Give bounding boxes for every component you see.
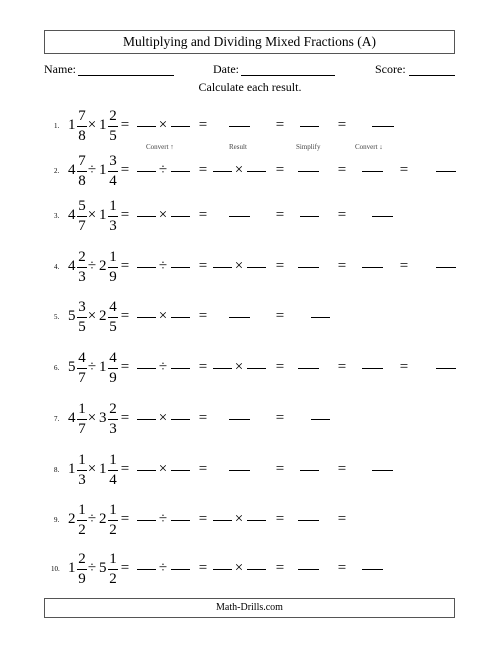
b-whole: 1 bbox=[99, 162, 107, 178]
operator-sign: × bbox=[158, 117, 168, 133]
a-denominator: 8 bbox=[78, 173, 86, 189]
b-denominator: 2 bbox=[109, 571, 117, 587]
problem-number: 6. bbox=[54, 364, 60, 372]
b-whole: 2 bbox=[99, 511, 107, 527]
equals-sign: = bbox=[198, 162, 208, 178]
a-denominator: 8 bbox=[78, 128, 86, 144]
equals-sign: = bbox=[275, 207, 285, 223]
answer-blank[interactable] bbox=[300, 470, 319, 471]
equals-sign: = bbox=[275, 258, 285, 274]
a-numerator: 7 bbox=[78, 108, 86, 124]
a-whole: 4 bbox=[68, 207, 76, 223]
equals-sign: = bbox=[198, 359, 208, 375]
problem-number: 10. bbox=[51, 565, 60, 573]
b-numerator: 1 bbox=[109, 249, 117, 265]
b-fraction bbox=[108, 151, 118, 191]
equals-sign: = bbox=[337, 162, 347, 178]
equals-sign: = bbox=[120, 511, 130, 527]
b-fraction bbox=[108, 348, 118, 388]
b-denominator: 9 bbox=[109, 269, 117, 285]
answer-blank[interactable] bbox=[247, 368, 266, 369]
a-denominator: 7 bbox=[78, 421, 86, 437]
answer-blank[interactable] bbox=[229, 317, 250, 318]
equals-sign: = bbox=[337, 511, 347, 527]
operator-sign: × bbox=[158, 308, 168, 324]
equals-sign: = bbox=[198, 258, 208, 274]
b-fraction bbox=[108, 106, 118, 146]
problem-row bbox=[0, 399, 500, 439]
b-denominator: 4 bbox=[109, 173, 117, 189]
a-numerator: 4 bbox=[78, 350, 86, 366]
a-numerator: 1 bbox=[78, 502, 86, 518]
a-denominator: 7 bbox=[78, 218, 86, 234]
answer-blank[interactable] bbox=[298, 171, 319, 172]
problem-row bbox=[0, 348, 500, 388]
equals-sign: = bbox=[198, 560, 208, 576]
date-label: Date: bbox=[213, 62, 239, 76]
operator-sign: × bbox=[234, 511, 244, 527]
answer-blank[interactable] bbox=[298, 267, 319, 268]
hint-convert-up: Convert ↑ bbox=[146, 143, 174, 151]
equals-sign: = bbox=[337, 207, 347, 223]
answer-blank[interactable] bbox=[247, 520, 266, 521]
problem-number: 7. bbox=[54, 415, 60, 423]
answer-blank[interactable] bbox=[213, 368, 232, 369]
operator-sign: × bbox=[234, 359, 244, 375]
operator-sign: × bbox=[87, 308, 97, 324]
a-whole: 5 bbox=[68, 359, 76, 375]
answer-blank[interactable] bbox=[171, 419, 190, 420]
operator-sign: × bbox=[234, 258, 244, 274]
fraction-bar bbox=[108, 520, 118, 521]
fraction-bar bbox=[108, 419, 118, 420]
answer-blank[interactable] bbox=[213, 569, 232, 570]
answer-blank[interactable] bbox=[137, 267, 156, 268]
operator-sign: ÷ bbox=[87, 511, 97, 527]
problem-row bbox=[0, 196, 500, 236]
equals-sign: = bbox=[275, 308, 285, 324]
answer-blank[interactable] bbox=[137, 470, 156, 471]
answer-blank[interactable] bbox=[298, 569, 319, 570]
answer-blank[interactable] bbox=[300, 126, 319, 127]
equals-sign: = bbox=[399, 359, 409, 375]
operator-sign: ÷ bbox=[158, 162, 168, 178]
problem-row bbox=[0, 106, 500, 146]
b-fraction bbox=[108, 247, 118, 287]
answer-blank[interactable] bbox=[171, 470, 190, 471]
a-denominator: 7 bbox=[78, 370, 86, 386]
b-denominator: 3 bbox=[109, 421, 117, 437]
fraction-bar bbox=[108, 267, 118, 268]
answer-blank[interactable] bbox=[229, 126, 250, 127]
b-whole: 5 bbox=[99, 560, 107, 576]
answer-blank[interactable] bbox=[436, 267, 456, 268]
operator-sign: ÷ bbox=[158, 359, 168, 375]
operator-sign: ÷ bbox=[87, 162, 97, 178]
b-numerator: 1 bbox=[109, 502, 117, 518]
b-fraction bbox=[108, 297, 118, 337]
b-numerator: 3 bbox=[109, 153, 117, 169]
problem-number: 5. bbox=[54, 313, 60, 321]
answer-blank[interactable] bbox=[362, 267, 383, 268]
b-numerator: 4 bbox=[109, 299, 117, 315]
b-whole: 1 bbox=[99, 207, 107, 223]
b-numerator: 1 bbox=[109, 551, 117, 567]
equals-sign: = bbox=[198, 410, 208, 426]
b-whole: 1 bbox=[99, 461, 107, 477]
a-whole: 4 bbox=[68, 162, 76, 178]
score-label: Score: bbox=[375, 62, 406, 76]
answer-blank[interactable] bbox=[137, 368, 156, 369]
a-whole: 5 bbox=[68, 308, 76, 324]
a-whole: 4 bbox=[68, 410, 76, 426]
problem-row bbox=[0, 450, 500, 490]
equals-sign: = bbox=[337, 560, 347, 576]
hint-simplify: Simplify bbox=[296, 143, 321, 151]
a-whole: 4 bbox=[68, 258, 76, 274]
problem-row bbox=[0, 151, 500, 191]
equals-sign: = bbox=[337, 461, 347, 477]
answer-blank[interactable] bbox=[300, 216, 319, 217]
answer-blank[interactable] bbox=[171, 520, 190, 521]
answer-blank[interactable] bbox=[311, 317, 330, 318]
problem-row bbox=[0, 247, 500, 287]
a-denominator: 9 bbox=[78, 571, 86, 587]
fraction-bar bbox=[108, 216, 118, 217]
answer-blank[interactable] bbox=[362, 569, 383, 570]
b-whole: 3 bbox=[99, 410, 107, 426]
answer-blank[interactable] bbox=[171, 317, 190, 318]
worksheet-title: Multiplying and Dividing Mixed Fractions (A) bbox=[44, 30, 455, 54]
operator-sign: × bbox=[158, 410, 168, 426]
a-numerator: 3 bbox=[78, 299, 86, 315]
equals-sign: = bbox=[120, 461, 130, 477]
b-fraction bbox=[108, 196, 118, 236]
b-denominator: 4 bbox=[109, 472, 117, 488]
operator-sign: × bbox=[234, 560, 244, 576]
equals-sign: = bbox=[120, 410, 130, 426]
equals-sign: = bbox=[275, 560, 285, 576]
answer-blank[interactable] bbox=[137, 569, 156, 570]
equals-sign: = bbox=[275, 359, 285, 375]
operator-sign: × bbox=[158, 207, 168, 223]
a-numerator: 1 bbox=[78, 452, 86, 468]
b-whole: 1 bbox=[99, 117, 107, 133]
score-line bbox=[409, 75, 455, 76]
b-numerator: 2 bbox=[109, 108, 117, 124]
answer-blank[interactable] bbox=[137, 216, 156, 217]
answer-blank[interactable] bbox=[362, 171, 383, 172]
answer-blank[interactable] bbox=[372, 216, 393, 217]
operator-sign: ÷ bbox=[87, 560, 97, 576]
answer-blank[interactable] bbox=[137, 171, 156, 172]
equals-sign: = bbox=[120, 117, 130, 133]
answer-blank[interactable] bbox=[362, 368, 383, 369]
equals-sign: = bbox=[198, 117, 208, 133]
problem-row bbox=[0, 297, 500, 337]
answer-blank[interactable] bbox=[137, 419, 156, 420]
equals-sign: = bbox=[120, 162, 130, 178]
equals-sign: = bbox=[275, 162, 285, 178]
answer-blank[interactable] bbox=[229, 470, 250, 471]
equals-sign: = bbox=[275, 461, 285, 477]
answer-blank[interactable] bbox=[247, 267, 266, 268]
answer-blank[interactable] bbox=[436, 368, 456, 369]
equals-sign: = bbox=[120, 207, 130, 223]
answer-blank[interactable] bbox=[213, 520, 232, 521]
operator-sign: ÷ bbox=[158, 560, 168, 576]
answer-blank[interactable] bbox=[171, 569, 190, 570]
b-denominator: 5 bbox=[109, 319, 117, 335]
answer-blank[interactable] bbox=[229, 419, 250, 420]
b-fraction bbox=[108, 399, 118, 439]
instruction: Calculate each result. bbox=[198, 80, 302, 94]
a-numerator: 1 bbox=[78, 401, 86, 417]
answer-blank[interactable] bbox=[298, 520, 319, 521]
hint-result: Result bbox=[229, 143, 247, 151]
b-denominator: 9 bbox=[109, 370, 117, 386]
answer-blank[interactable] bbox=[247, 569, 266, 570]
answer-blank[interactable] bbox=[171, 267, 190, 268]
operator-sign: × bbox=[158, 461, 168, 477]
equals-sign: = bbox=[399, 258, 409, 274]
problem-number: 1. bbox=[54, 122, 60, 130]
b-whole: 2 bbox=[99, 308, 107, 324]
b-fraction bbox=[108, 500, 118, 540]
b-fraction bbox=[108, 549, 118, 589]
fraction-bar bbox=[108, 317, 118, 318]
fraction-bar bbox=[108, 171, 118, 172]
answer-blank[interactable] bbox=[171, 171, 190, 172]
fraction-bar bbox=[108, 368, 118, 369]
equals-sign: = bbox=[120, 560, 130, 576]
problem-number: 4. bbox=[54, 263, 60, 271]
a-whole: 1 bbox=[68, 461, 76, 477]
b-numerator: 1 bbox=[109, 198, 117, 214]
a-numerator: 2 bbox=[78, 551, 86, 567]
fraction-bar bbox=[108, 126, 118, 127]
b-numerator: 4 bbox=[109, 350, 117, 366]
answer-blank[interactable] bbox=[372, 470, 393, 471]
operator-sign: ÷ bbox=[87, 359, 97, 375]
operator-sign: × bbox=[87, 117, 97, 133]
b-denominator: 5 bbox=[109, 128, 117, 144]
operator-sign: × bbox=[87, 410, 97, 426]
name-label: Name: bbox=[44, 62, 76, 76]
b-denominator: 2 bbox=[109, 522, 117, 538]
b-whole: 2 bbox=[99, 258, 107, 274]
equals-sign: = bbox=[120, 308, 130, 324]
equals-sign: = bbox=[198, 511, 208, 527]
a-whole: 1 bbox=[68, 117, 76, 133]
operator-sign: ÷ bbox=[158, 511, 168, 527]
equals-sign: = bbox=[198, 207, 208, 223]
answer-blank[interactable] bbox=[137, 520, 156, 521]
answer-blank[interactable] bbox=[213, 171, 232, 172]
operator-sign: × bbox=[87, 207, 97, 223]
a-whole: 1 bbox=[68, 560, 76, 576]
a-numerator: 5 bbox=[78, 198, 86, 214]
date-line bbox=[241, 75, 335, 76]
equals-sign: = bbox=[198, 461, 208, 477]
fraction-bar bbox=[108, 569, 118, 570]
answer-blank[interactable] bbox=[436, 171, 456, 172]
a-numerator: 2 bbox=[78, 249, 86, 265]
operator-sign: × bbox=[87, 461, 97, 477]
a-denominator: 5 bbox=[78, 319, 86, 335]
a-denominator: 3 bbox=[78, 472, 86, 488]
equals-sign: = bbox=[120, 258, 130, 274]
name-line bbox=[78, 75, 174, 76]
equals-sign: = bbox=[275, 410, 285, 426]
answer-blank[interactable] bbox=[171, 216, 190, 217]
answer-blank[interactable] bbox=[213, 267, 232, 268]
b-whole: 1 bbox=[99, 359, 107, 375]
equals-sign: = bbox=[337, 258, 347, 274]
fraction-bar bbox=[108, 470, 118, 471]
equals-sign: = bbox=[337, 359, 347, 375]
answer-blank[interactable] bbox=[137, 126, 156, 127]
b-numerator: 1 bbox=[109, 452, 117, 468]
equals-sign: = bbox=[275, 511, 285, 527]
equals-sign: = bbox=[120, 359, 130, 375]
b-numerator: 2 bbox=[109, 401, 117, 417]
equals-sign: = bbox=[275, 117, 285, 133]
problem-number: 3. bbox=[54, 212, 60, 220]
a-denominator: 3 bbox=[78, 269, 86, 285]
problem-number: 8. bbox=[54, 466, 60, 474]
problem-number: 2. bbox=[54, 167, 60, 175]
a-whole: 2 bbox=[68, 511, 76, 527]
answer-blank[interactable] bbox=[171, 126, 190, 127]
problem-row bbox=[0, 549, 500, 589]
problem-number: 9. bbox=[54, 516, 60, 524]
operator-sign: ÷ bbox=[158, 258, 168, 274]
a-numerator: 7 bbox=[78, 153, 86, 169]
answer-blank[interactable] bbox=[137, 317, 156, 318]
hint-convert-down: Convert ↓ bbox=[355, 143, 383, 151]
answer-blank[interactable] bbox=[171, 368, 190, 369]
answer-blank[interactable] bbox=[247, 171, 266, 172]
equals-sign: = bbox=[337, 117, 347, 133]
answer-blank[interactable] bbox=[298, 368, 319, 369]
footer: Math-Drills.com bbox=[44, 598, 455, 618]
a-denominator: 2 bbox=[78, 522, 86, 538]
b-fraction bbox=[108, 450, 118, 490]
answer-blank[interactable] bbox=[311, 419, 330, 420]
equals-sign: = bbox=[198, 308, 208, 324]
operator-sign: ÷ bbox=[87, 258, 97, 274]
answer-blank[interactable] bbox=[372, 126, 394, 127]
answer-blank[interactable] bbox=[229, 216, 250, 217]
operator-sign: × bbox=[234, 162, 244, 178]
problem-row bbox=[0, 500, 500, 540]
equals-sign: = bbox=[399, 162, 409, 178]
b-denominator: 3 bbox=[109, 218, 117, 234]
